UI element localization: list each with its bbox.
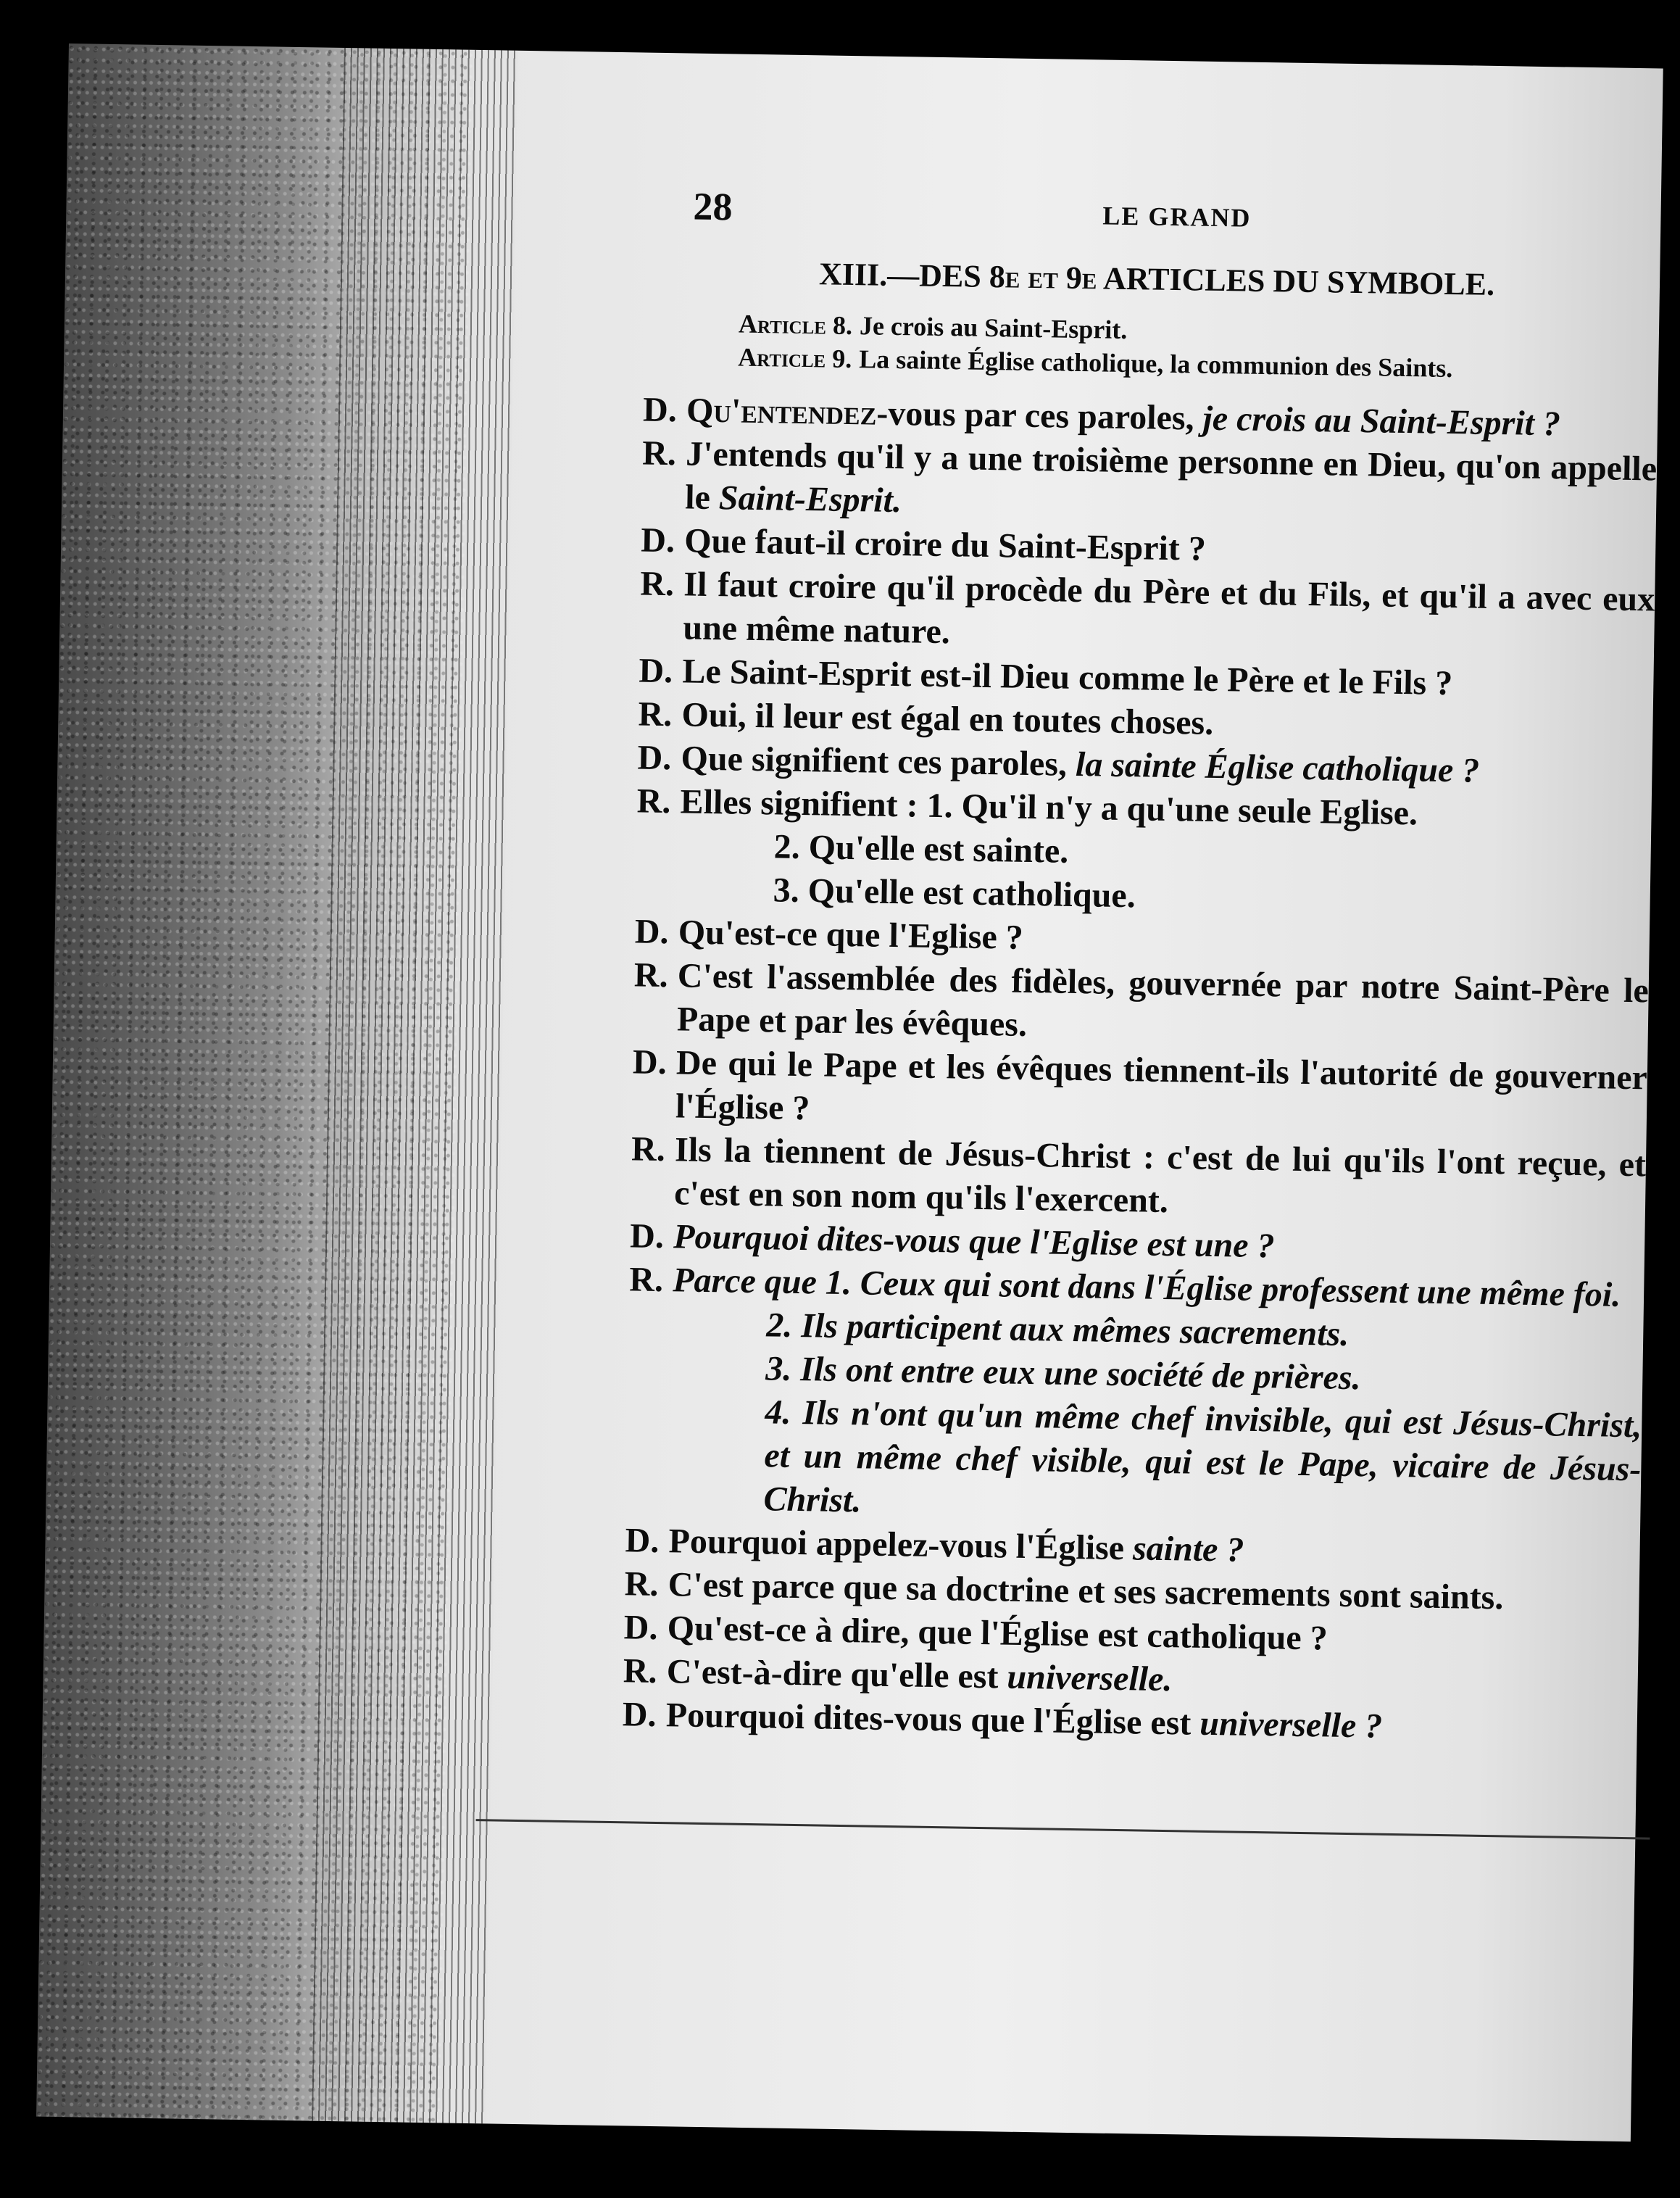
answer-sub-point: 2. Qu'elle est sainte.: [773, 827, 1069, 871]
question-text: Le Saint-Esprit est-il Dieu comme le Père et le Fils ?: [682, 652, 1453, 703]
article-text: Je crois au Saint-Esprit.: [859, 311, 1128, 344]
answer-marker: R.: [639, 564, 675, 604]
section-title: XIII.—DES 8e et 9e ARTICLES DU SYMBOLE.: [818, 256, 1495, 302]
page-edges: [312, 48, 518, 2123]
question-italic: la sainte Église catholique ?: [1075, 745, 1480, 790]
answer-text: C'est l'assemblée des fidèles, gouvernée par notre Saint-Père le Pape et par les évêques.: [676, 956, 1650, 1044]
question-text: Que signifient ces paroles,: [681, 739, 1076, 784]
question-marker: D.: [642, 390, 678, 430]
article-label: Article 9.: [738, 342, 852, 374]
answer: [617, 562, 1655, 665]
answer-text: C'est-à-dire qu'elle est: [666, 1652, 1007, 1696]
answer-italic: universelle.: [1007, 1657, 1173, 1699]
answer-marker: R.: [631, 1129, 666, 1169]
answer-marker: R.: [623, 1651, 657, 1691]
question-marker: D.: [634, 912, 669, 952]
question-text: Qu'est-ce que l'Eglise ?: [678, 913, 1024, 957]
question-italic: universelle ?: [1199, 1704, 1383, 1746]
catechism-qa: [600, 388, 1658, 1752]
answer-marker: R.: [628, 1260, 664, 1300]
question-text: De qui le Pape et les évêques tiennent-ils l'autorité de gouverner l'Église ?: [675, 1043, 1648, 1128]
answer-italic: Parce que 1. Ceux qui sont dans l'Église professent une même foi.: [672, 1261, 1621, 1314]
article-text: La sainte Église catholique, la communion des Saints.: [858, 344, 1453, 383]
question-marker: D.: [632, 1042, 668, 1082]
answer: [611, 953, 1649, 1056]
answer-sub-point: 2. Ils participent aux mêmes sacrements.: [765, 1306, 1350, 1353]
answer-marker: R.: [638, 694, 673, 734]
crease-line: [476, 1819, 1650, 1839]
answer: [620, 431, 1658, 534]
answer-sub-point: 3. Qu'elle est catholique.: [773, 871, 1136, 916]
question-italic: sainte ?: [1132, 1529, 1244, 1569]
question-marker: D.: [637, 738, 672, 778]
article-label: Article 8.: [738, 309, 853, 341]
answer: [604, 1258, 1644, 1535]
page-header: [624, 183, 1661, 249]
question-marker: D.: [622, 1695, 657, 1735]
running-head: LE GRAND: [1102, 201, 1252, 233]
question-text: Pourquoi dites-vous que l'Église est: [665, 1696, 1200, 1743]
answer-sub-point: 4. Ils n'ont qu'un même chef invisible, qui est Jésus-Christ, et un même chef visible, qui est le Pape, vicaire de Jésus-Christ.: [763, 1393, 1642, 1520]
question-text: Que faut-il croire du Saint-Esprit ?: [683, 521, 1207, 568]
question-text: Pourquoi appelez-vous l'Église: [668, 1522, 1134, 1568]
answer-marker: R.: [633, 955, 668, 995]
question-marker: D.: [629, 1216, 665, 1256]
question-lead: Qu'entendez: [686, 391, 877, 433]
answer-text: C'est parce que sa doctrine et ses sacrements sont saints.: [668, 1565, 1504, 1617]
question-italic: je crois au Saint-Esprit ?: [1202, 399, 1561, 444]
answer-marker: R.: [636, 781, 671, 821]
question-text: -vous par ces paroles,: [876, 394, 1204, 438]
answer-text: J'entends qu'il y a une troisième personne en Dieu, qu'on appelle le: [684, 434, 1658, 518]
answer-marker: R.: [641, 434, 677, 473]
answer-text: Ils la tiennent de Jésus-Christ : c'est de lui qu'ils l'ont reçue, et c'est en son nom qu'ils l'exercent.: [673, 1130, 1647, 1221]
question-text: Qu'est-ce à dire, que l'Église est catholique ?: [667, 1609, 1328, 1658]
answer-text: Elles signifient : 1. Qu'il n'y a qu'une seule Eglise.: [680, 782, 1418, 833]
answer-italic: Saint-Esprit.: [718, 478, 902, 521]
answer: [613, 779, 1652, 926]
question: [610, 1040, 1648, 1143]
question-marker: D.: [623, 1608, 658, 1648]
question-italic: Pourquoi dites-vous que l'Eglise est une ?: [673, 1217, 1275, 1266]
text-area: [600, 183, 1660, 1752]
question-marker: D.: [639, 651, 673, 691]
answer: [609, 1127, 1647, 1230]
answer-marker: R.: [624, 1564, 659, 1604]
answer-text: Oui, il leur est égal en toutes choses.: [681, 695, 1214, 742]
book-page: [36, 43, 1663, 2141]
answer-text: Il faut croire qu'il procède du Père et du Fils, et qu'il a avec eux une même nature.: [683, 565, 1655, 652]
page-number: 28: [693, 184, 733, 229]
answer-sub-point: 3. Ils ont entre eux une société de prières.: [765, 1349, 1362, 1398]
question-marker: D.: [640, 521, 675, 560]
question-marker: D.: [625, 1521, 660, 1561]
